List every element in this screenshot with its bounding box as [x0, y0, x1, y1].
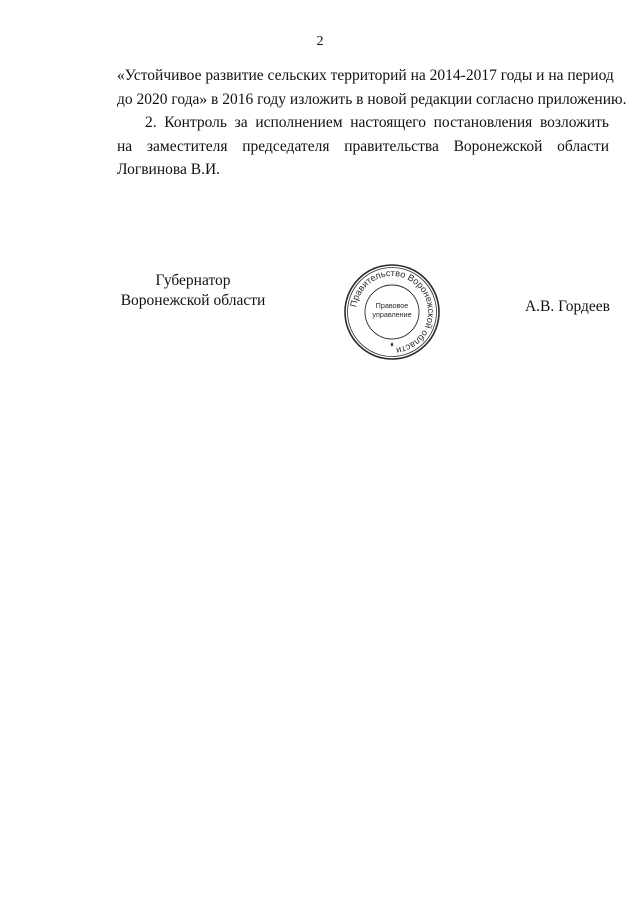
signatory-title — [108, 271, 278, 311]
paragraph-1-line-2: до 2020 года» в 2016 году изложить в новой редакции согласно приложению. — [117, 90, 627, 108]
seal-graphic — [342, 262, 442, 362]
document-body — [117, 64, 627, 182]
signatory-title-line-1: Губернатор — [155, 272, 231, 289]
paragraph-1 — [117, 64, 627, 111]
paragraph-2-line-3: Логвинова В.И. — [117, 161, 221, 178]
seal-diamond-mark — [391, 342, 394, 347]
seal-center-line-2: управление — [372, 310, 412, 319]
paragraph-2 — [117, 111, 609, 182]
seal-ring-textpath: Правительство Воронежской области — [348, 267, 437, 356]
page-number: 2 — [316, 34, 324, 49]
paragraph-1-line-1: «Устойчивое развитие сельских территорий на 2014-2017 годы и на период — [117, 67, 614, 84]
paragraph-2-line-1: 2. Контроль за исполнением настоящего постановления возложить — [145, 114, 609, 131]
paragraph-2-line-2: на заместителя председателя правительства Воронежской области — [117, 137, 609, 155]
signatory-title-line-2: Воронежской области — [120, 292, 266, 309]
seal-center-line-1: Правовое — [375, 301, 409, 310]
signatory-name: А.В. Гордеев — [524, 298, 610, 315]
official-seal-stamp — [342, 262, 442, 362]
